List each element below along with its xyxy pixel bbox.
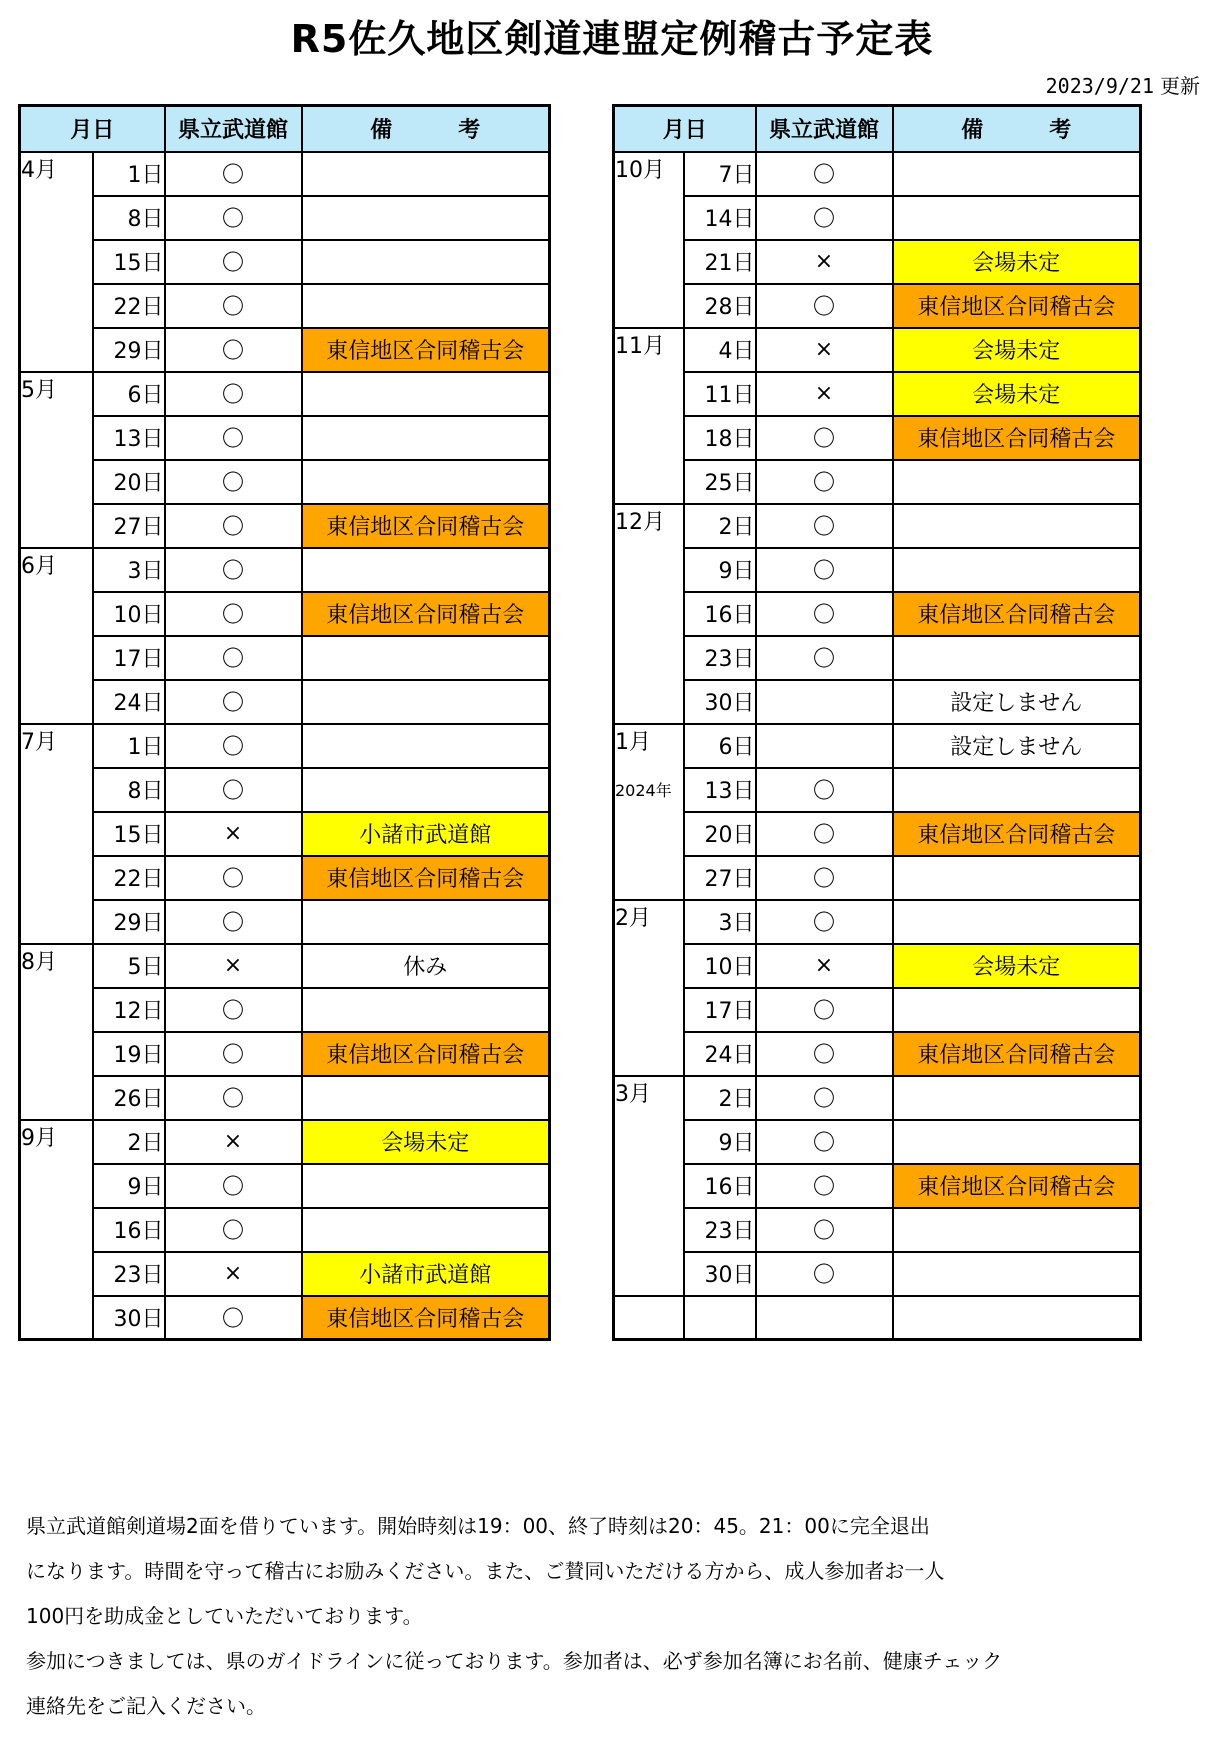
day-cell: 9日 (684, 548, 756, 592)
venue-status (756, 724, 893, 768)
venue-status: 〇 (165, 1032, 302, 1076)
remark-cell (893, 768, 1141, 812)
table-row (20, 504, 550, 548)
remark-cell (893, 988, 1141, 1032)
day-cell (684, 1296, 756, 1340)
remark-cell: 東信地区合同稽古会 (893, 812, 1141, 856)
header-venue: 県立武道館 (165, 106, 302, 152)
venue-status: 〇 (756, 196, 893, 240)
remark-cell: 東信地区合同稽古会 (893, 1032, 1141, 1076)
remark-cell: 東信地区合同稽古会 (302, 504, 550, 548)
venue-status: 〇 (165, 1208, 302, 1252)
month-cell (614, 900, 684, 1076)
remark-cell: 休み (302, 944, 550, 988)
header-date: 月日 (20, 106, 165, 152)
remark-cell (302, 1164, 550, 1208)
table-row (20, 372, 550, 416)
venue-status: × (756, 240, 893, 284)
remark-cell: 東信地区合同稽古会 (893, 592, 1141, 636)
table-row (20, 1252, 550, 1296)
day-cell: 2日 (93, 1120, 165, 1164)
month-cell (20, 1120, 93, 1340)
table-row (614, 636, 1141, 680)
table-row (20, 1076, 550, 1120)
venue-status: 〇 (165, 856, 302, 900)
schedule-table-right (612, 104, 1142, 1341)
day-cell: 16日 (684, 592, 756, 636)
day-cell: 7日 (684, 152, 756, 196)
venue-status: 〇 (756, 812, 893, 856)
day-cell: 24日 (684, 1032, 756, 1076)
table-row (614, 196, 1141, 240)
table-row (20, 856, 550, 900)
venue-status: 〇 (756, 284, 893, 328)
table-row (20, 724, 550, 768)
day-cell: 22日 (93, 856, 165, 900)
venue-status: 〇 (756, 1076, 893, 1120)
month-cell (614, 152, 684, 328)
remark-cell: 東信地区合同稽古会 (302, 328, 550, 372)
day-cell: 27日 (93, 504, 165, 548)
venue-status: 〇 (756, 636, 893, 680)
venue-status: 〇 (165, 592, 302, 636)
day-cell: 3日 (684, 900, 756, 944)
day-cell: 29日 (93, 328, 165, 372)
table-row (20, 900, 550, 944)
day-cell: 26日 (93, 1076, 165, 1120)
month-cell (614, 328, 684, 504)
table-row (20, 1032, 550, 1076)
venue-status (756, 680, 893, 724)
table-row (20, 460, 550, 504)
day-cell: 5日 (93, 944, 165, 988)
venue-status: × (756, 372, 893, 416)
header-venue: 県立武道館 (756, 106, 893, 152)
remark-cell (302, 416, 550, 460)
remark-cell (893, 548, 1141, 592)
day-cell: 20日 (93, 460, 165, 504)
remark-cell (893, 460, 1141, 504)
table-row (20, 1296, 550, 1340)
table-row (614, 768, 1141, 812)
table-row (614, 152, 1141, 196)
venue-status (756, 1296, 893, 1340)
day-cell: 9日 (684, 1120, 756, 1164)
day-cell: 2日 (684, 1076, 756, 1120)
venue-status: 〇 (165, 900, 302, 944)
updated-label: 更新 (1160, 74, 1200, 98)
venue-status: 〇 (756, 768, 893, 812)
month-cell (20, 152, 93, 372)
remark-cell (302, 460, 550, 504)
remark-cell (302, 636, 550, 680)
month-label: 9月 (21, 1125, 57, 1151)
remark-cell: 会場未定 (893, 944, 1141, 988)
day-cell: 9日 (93, 1164, 165, 1208)
venue-status: 〇 (756, 592, 893, 636)
venue-status: 〇 (165, 284, 302, 328)
header-date: 月日 (614, 106, 756, 152)
venue-status: 〇 (756, 856, 893, 900)
day-cell: 13日 (93, 416, 165, 460)
page-title: R5佐久地区剣道連盟定例稽古予定表 (290, 17, 934, 61)
venue-status: 〇 (165, 196, 302, 240)
note-line: 連絡先をご記入ください。 (26, 1694, 266, 1718)
month-cell (20, 372, 93, 548)
day-cell: 30日 (684, 1252, 756, 1296)
venue-status: 〇 (165, 636, 302, 680)
day-cell: 24日 (93, 680, 165, 724)
remark-cell (302, 768, 550, 812)
venue-status: 〇 (756, 1208, 893, 1252)
venue-status: 〇 (756, 416, 893, 460)
table-row (614, 856, 1141, 900)
day-cell: 18日 (684, 416, 756, 460)
remark-cell: 設定しません (893, 724, 1141, 768)
day-cell: 10日 (93, 592, 165, 636)
table-row (614, 284, 1141, 328)
month-label: 2月 (615, 905, 651, 931)
day-cell: 6日 (684, 724, 756, 768)
month-label: 4月 (21, 157, 57, 183)
day-cell: 1日 (93, 724, 165, 768)
venue-status: 〇 (165, 372, 302, 416)
updated-stamp (1040, 70, 1200, 99)
month-cell (20, 724, 93, 944)
day-cell: 16日 (684, 1164, 756, 1208)
month-cell (614, 504, 684, 724)
remark-cell: 東信地区合同稽古会 (893, 1164, 1141, 1208)
day-cell: 12日 (93, 988, 165, 1032)
notes (26, 1504, 1206, 1729)
month-label: 5月 (21, 377, 57, 403)
remark-cell (302, 240, 550, 284)
day-cell: 15日 (93, 240, 165, 284)
header-row (614, 106, 1141, 152)
table-row (614, 1164, 1141, 1208)
day-cell: 14日 (684, 196, 756, 240)
remark-cell (302, 900, 550, 944)
remark-cell (893, 504, 1141, 548)
table-row (614, 372, 1141, 416)
day-cell: 17日 (93, 636, 165, 680)
venue-status: 〇 (165, 680, 302, 724)
remark-cell: 東信地区合同稽古会 (893, 284, 1141, 328)
day-cell: 20日 (684, 812, 756, 856)
day-cell: 6日 (93, 372, 165, 416)
day-cell: 23日 (684, 1208, 756, 1252)
venue-status: 〇 (756, 1252, 893, 1296)
day-cell: 15日 (93, 812, 165, 856)
table-row (614, 592, 1141, 636)
header-remarks: 備 考 (302, 106, 550, 152)
venue-status: 〇 (165, 768, 302, 812)
remark-cell: 東信地区合同稽古会 (302, 1296, 550, 1340)
note-line: になります。時間を守って稽古にお励みください。また、ご賛同いただける方から、成人参加者お一人 (26, 1559, 945, 1583)
remark-cell (893, 900, 1141, 944)
table-row (614, 988, 1141, 1032)
table-row (614, 900, 1141, 944)
remark-cell: 東信地区合同稽古会 (302, 856, 550, 900)
venue-status: 〇 (756, 988, 893, 1032)
remark-cell (893, 1208, 1141, 1252)
table-row (20, 592, 550, 636)
remark-cell (893, 1120, 1141, 1164)
month-label: 11月 (615, 333, 665, 359)
year-label: 2024年 (615, 780, 672, 800)
table-row (614, 680, 1141, 724)
remark-cell (302, 284, 550, 328)
remark-cell (302, 152, 550, 196)
venue-status: 〇 (756, 504, 893, 548)
remark-cell (302, 680, 550, 724)
table-row (20, 240, 550, 284)
venue-status: 〇 (165, 1296, 302, 1340)
table-row (20, 944, 550, 988)
day-cell: 23日 (684, 636, 756, 680)
table-row (614, 416, 1141, 460)
day-cell: 13日 (684, 768, 756, 812)
venue-status: 〇 (165, 416, 302, 460)
remark-cell (302, 1076, 550, 1120)
venue-status: 〇 (165, 152, 302, 196)
remark-cell (893, 1076, 1141, 1120)
day-cell: 17日 (684, 988, 756, 1032)
day-cell: 30日 (93, 1296, 165, 1340)
remark-cell (893, 856, 1141, 900)
venue-status: 〇 (756, 1164, 893, 1208)
venue-status: 〇 (756, 900, 893, 944)
table-row (20, 1208, 550, 1252)
remark-cell (302, 372, 550, 416)
day-cell: 19日 (93, 1032, 165, 1076)
remark-cell: 設定しません (893, 680, 1141, 724)
table-row (614, 1208, 1141, 1252)
day-cell: 16日 (93, 1208, 165, 1252)
table-row (614, 1120, 1141, 1164)
month-cell (614, 1296, 684, 1340)
table-row (20, 152, 550, 196)
venue-status: 〇 (165, 724, 302, 768)
day-cell: 4日 (684, 328, 756, 372)
day-cell: 3日 (93, 548, 165, 592)
table-row (614, 460, 1141, 504)
remark-cell: 東信地区合同稽古会 (302, 592, 550, 636)
remark-cell: 小諸市武道館 (302, 812, 550, 856)
remark-cell (302, 548, 550, 592)
day-cell: 25日 (684, 460, 756, 504)
month-label: 1月 (615, 729, 651, 755)
table-row (614, 724, 1141, 768)
remark-cell: 東信地区合同稽古会 (893, 416, 1141, 460)
updated-date: 2023/9/21 (1045, 74, 1154, 98)
month-label: 8月 (21, 949, 57, 975)
month-label: 7月 (21, 729, 57, 755)
venue-status: × (165, 812, 302, 856)
remark-cell (893, 1252, 1141, 1296)
table-row (614, 1032, 1141, 1076)
schedule-table-left (18, 104, 551, 1341)
day-cell: 23日 (93, 1252, 165, 1296)
month-label: 10月 (615, 157, 665, 183)
table-row (20, 812, 550, 856)
table-row (20, 768, 550, 812)
day-cell: 8日 (93, 768, 165, 812)
header-remarks: 備 考 (893, 106, 1141, 152)
venue-status: × (165, 1252, 302, 1296)
month-label: 3月 (615, 1081, 651, 1107)
table-row (20, 196, 550, 240)
venue-status: 〇 (756, 460, 893, 504)
table-row (20, 988, 550, 1032)
note-line: 県立武道館剣道場2面を借りています。開始時刻は19：00、終了時刻は20：45。21：00に完全退出 (26, 1514, 930, 1538)
venue-status: 〇 (756, 152, 893, 196)
day-cell: 11日 (684, 372, 756, 416)
table-row (614, 1296, 1141, 1340)
table-row (614, 328, 1141, 372)
month-cell (20, 548, 93, 724)
table-row (614, 548, 1141, 592)
venue-status: 〇 (165, 548, 302, 592)
table-row (614, 812, 1141, 856)
day-cell: 8日 (93, 196, 165, 240)
table-row (20, 548, 550, 592)
remark-cell (893, 636, 1141, 680)
remark-cell (893, 196, 1141, 240)
venue-status: 〇 (165, 988, 302, 1032)
venue-status: 〇 (756, 548, 893, 592)
venue-status: 〇 (165, 460, 302, 504)
remark-cell: 会場未定 (302, 1120, 550, 1164)
venue-status: 〇 (165, 1164, 302, 1208)
table-row (614, 504, 1141, 548)
venue-status: 〇 (165, 504, 302, 548)
day-cell: 27日 (684, 856, 756, 900)
venue-status: 〇 (756, 1120, 893, 1164)
month-label: 6月 (21, 553, 57, 579)
day-cell: 21日 (684, 240, 756, 284)
day-cell: 2日 (684, 504, 756, 548)
month-label: 12月 (615, 509, 665, 535)
remark-cell (302, 196, 550, 240)
venue-status: 〇 (165, 1076, 302, 1120)
table-row (20, 328, 550, 372)
remark-cell (302, 988, 550, 1032)
table-row (614, 1076, 1141, 1120)
table-row (614, 944, 1141, 988)
note-line: 100円を助成金としていただいております。 (26, 1604, 423, 1628)
table-row (20, 1164, 550, 1208)
month-cell (20, 944, 93, 1120)
table-row (20, 1120, 550, 1164)
remark-cell: 会場未定 (893, 328, 1141, 372)
table-row (20, 284, 550, 328)
day-cell: 1日 (93, 152, 165, 196)
header-row (20, 106, 550, 152)
venue-status: 〇 (165, 240, 302, 284)
table-row (20, 416, 550, 460)
day-cell: 28日 (684, 284, 756, 328)
note-line: 参加につきましては、県のガイドラインに従っております。参加者は、必ず参加名簿にお名前、健康チェック (26, 1649, 1003, 1673)
remark-cell (302, 1208, 550, 1252)
remark-cell: 会場未定 (893, 240, 1141, 284)
remark-cell (302, 724, 550, 768)
day-cell: 30日 (684, 680, 756, 724)
remark-cell: 小諸市武道館 (302, 1252, 550, 1296)
remark-cell: 会場未定 (893, 372, 1141, 416)
day-cell: 10日 (684, 944, 756, 988)
venue-status: 〇 (165, 328, 302, 372)
month-cell (614, 724, 684, 900)
table-row (20, 680, 550, 724)
table-row (614, 240, 1141, 284)
day-cell: 22日 (93, 284, 165, 328)
remark-cell (893, 152, 1141, 196)
table-row (20, 636, 550, 680)
month-cell (614, 1076, 684, 1296)
venue-status: × (756, 328, 893, 372)
venue-status: × (165, 944, 302, 988)
venue-status: 〇 (756, 1032, 893, 1076)
venue-status: × (756, 944, 893, 988)
remark-cell (893, 1296, 1141, 1340)
day-cell: 29日 (93, 900, 165, 944)
remark-cell: 東信地区合同稽古会 (302, 1032, 550, 1076)
table-row (614, 1252, 1141, 1296)
venue-status: × (165, 1120, 302, 1164)
